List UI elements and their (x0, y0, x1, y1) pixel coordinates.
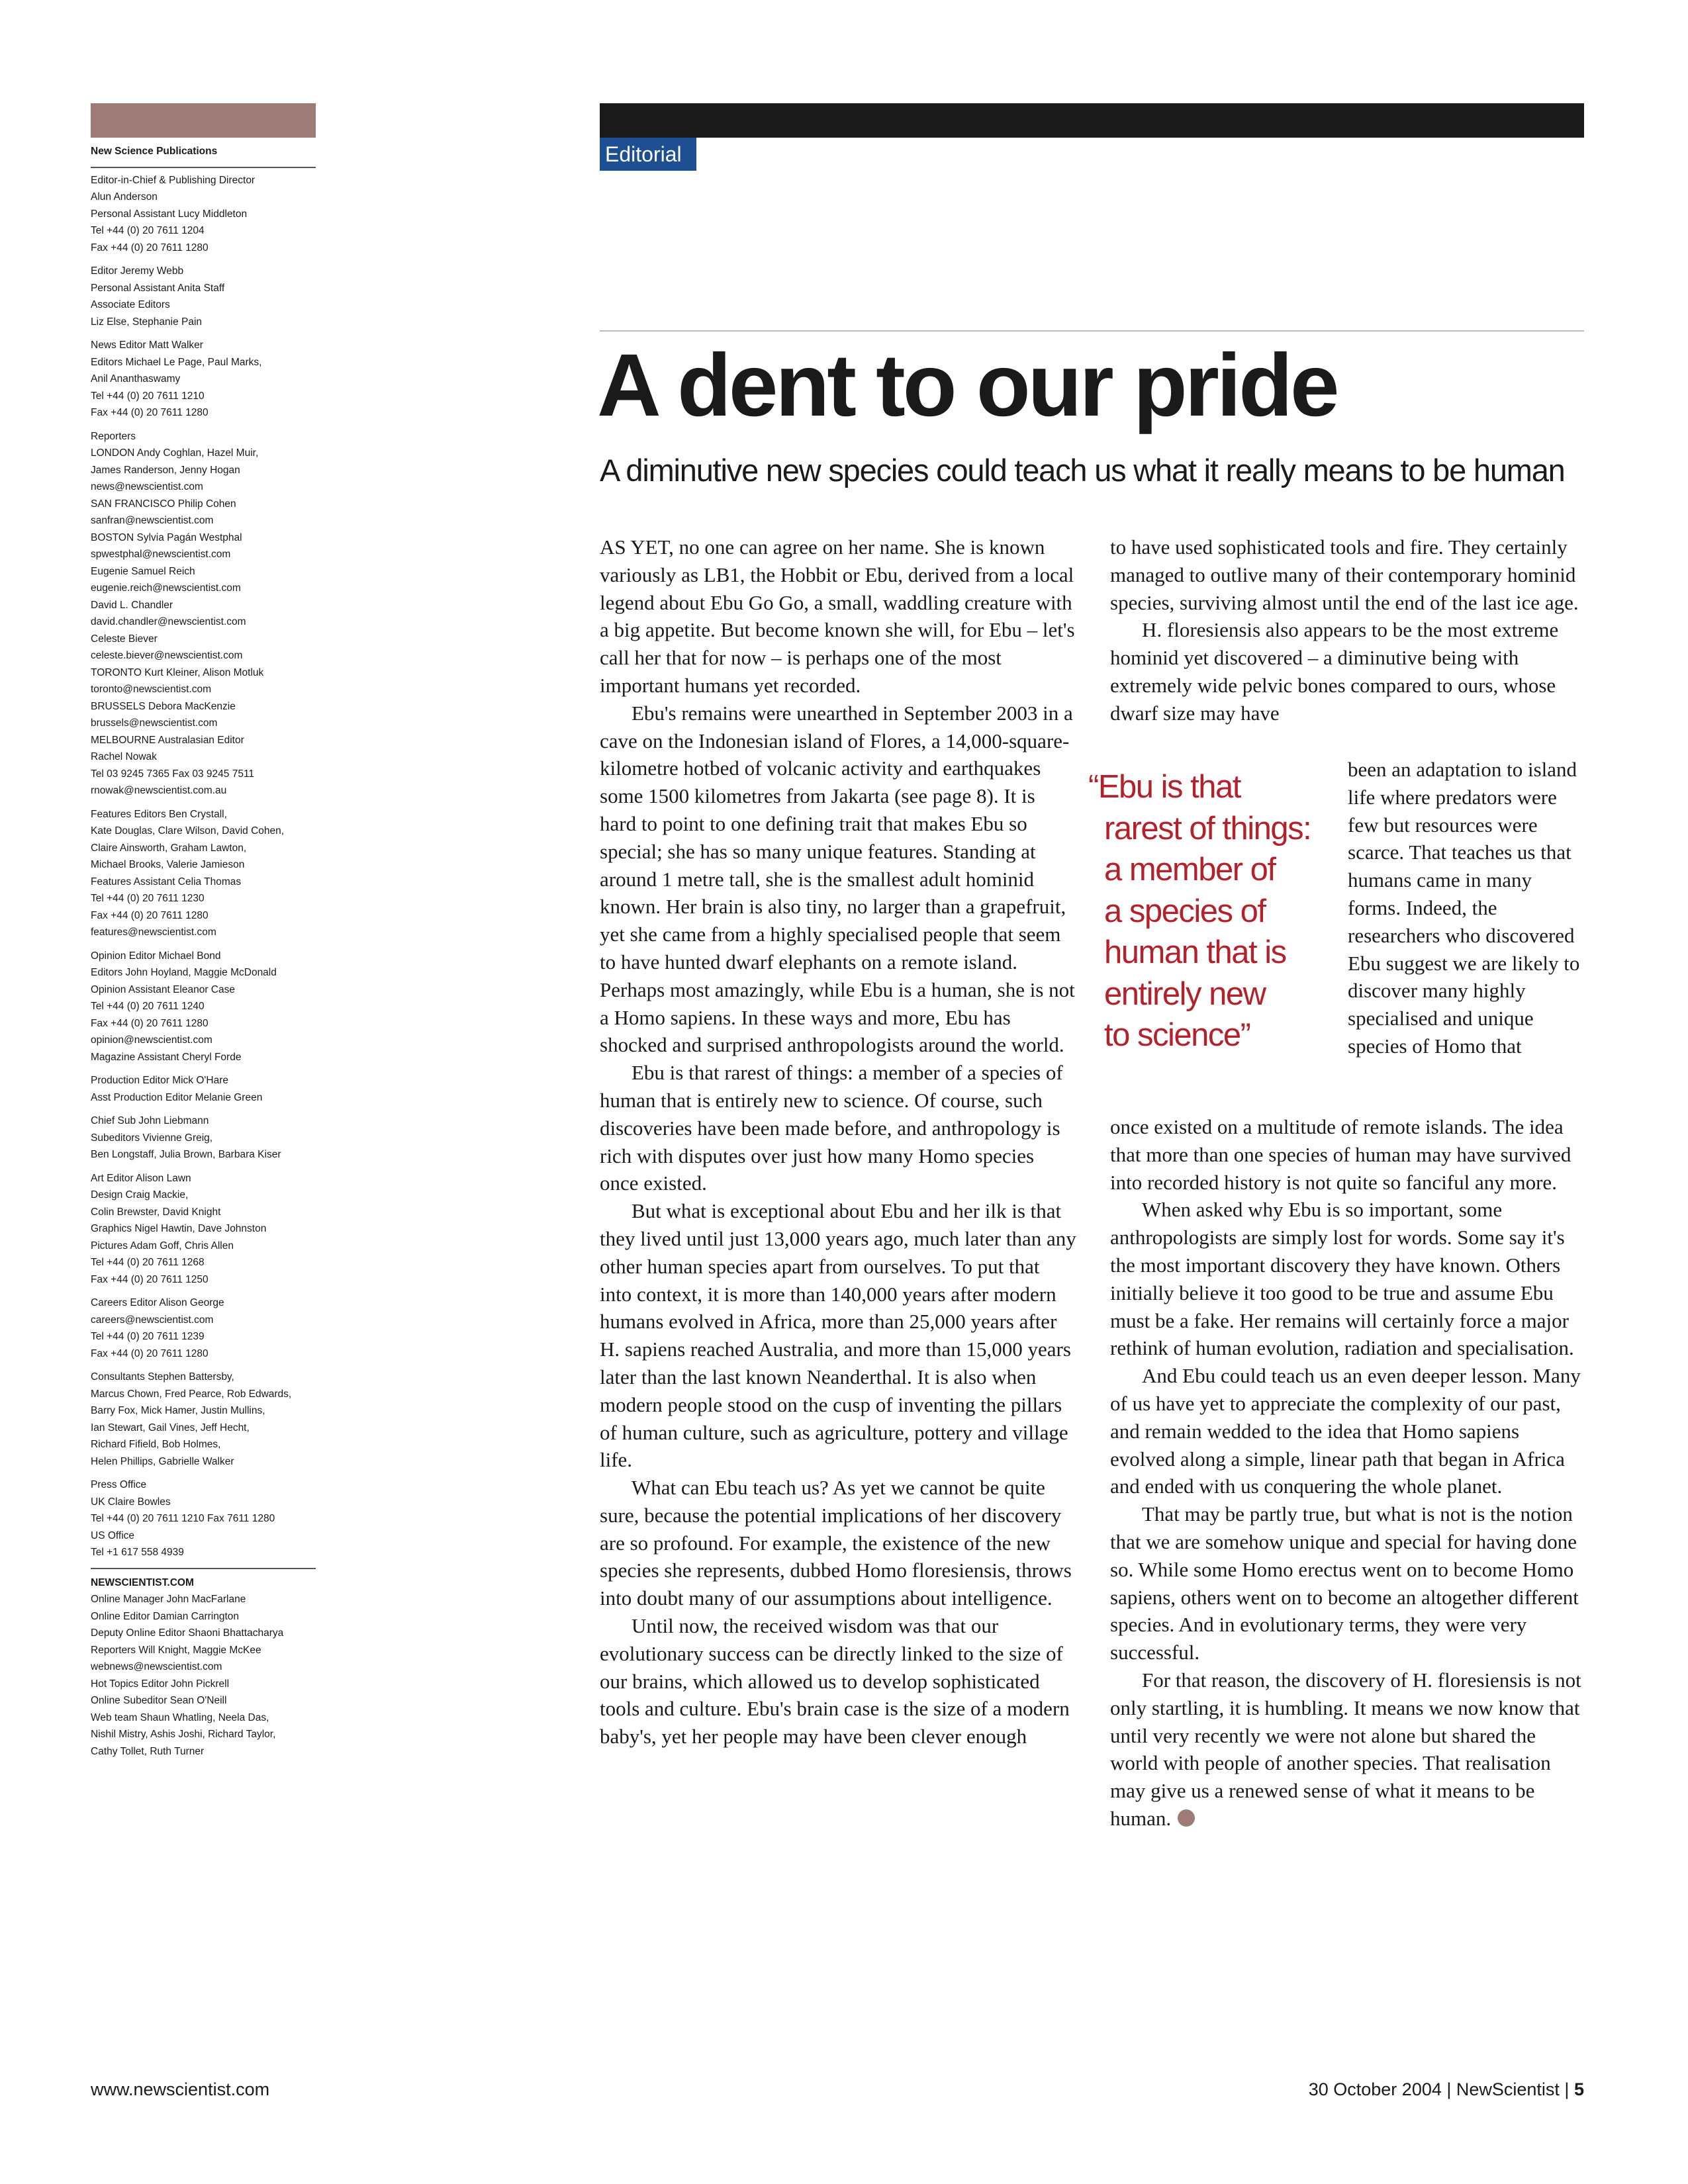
masthead-block (91, 806, 316, 941)
masthead-line: Asst Production Editor Melanie Green (91, 1091, 263, 1103)
masthead-line: Michael Brooks, Valerie Jamieson (91, 859, 245, 870)
masthead-line: Barry Fox, Mick Hamer, Justin Mullins, (91, 1405, 265, 1416)
online-staff-line: Reporters Will Knight, Maggie McKee (91, 1644, 261, 1656)
masthead-line: Tel +44 (0) 20 7611 1204 (91, 225, 205, 236)
masthead-line: Alun Anderson (91, 191, 158, 203)
headline-rule (600, 330, 1584, 332)
masthead-line: eugenie.reich@newscientist.com (91, 582, 241, 594)
online-staff-line: Online Subeditor Sean O'Neill (91, 1695, 227, 1706)
masthead-line: david.chandler@newscientist.com (91, 616, 246, 627)
pull-quote (1088, 766, 1327, 1056)
masthead-block (91, 1369, 316, 1470)
online-staff-line: Online Manager John MacFarlane (91, 1594, 246, 1605)
article-column-2-wrap (1348, 756, 1586, 1060)
masthead-line: Fax +44 (0) 20 7611 1280 (91, 909, 209, 921)
masthead-line: Ian Stewart, Gail Vines, Jeff Hecht, (91, 1422, 250, 1433)
masthead-block (91, 1113, 316, 1163)
masthead-line: Tel +1 617 558 4939 (91, 1547, 184, 1558)
standfirst: A diminutive new species could teach us what it really means to be human (600, 453, 1565, 488)
masthead-line: Kate Douglas, Clare Wilson, David Cohen, (91, 825, 285, 837)
masthead-line: Graphics Nigel Hawtin, Dave Johnston (91, 1223, 267, 1234)
masthead-line: careers@newscientist.com (91, 1314, 214, 1326)
pull-quote-line: human that is (1104, 934, 1286, 970)
section-tag: Editorial (600, 138, 696, 171)
masthead-line: Opinion Assistant Eleanor Case (91, 983, 235, 995)
online-staff-line: Nishil Mistry, Ashis Joshi, Richard Taylor, (91, 1729, 276, 1740)
masthead-line: Opinion Editor Michael Bond (91, 950, 221, 962)
masthead-line: Tel +44 (0) 20 7611 1230 (91, 893, 205, 904)
pull-quote-line: entirely new (1104, 976, 1266, 1012)
article-column-2-top (1110, 533, 1584, 727)
masthead-line: Reporters (91, 430, 136, 442)
masthead-line: news@newscientist.com (91, 481, 203, 492)
masthead-line: Tel +44 (0) 20 7611 1240 (91, 1001, 205, 1012)
masthead-line: Features Assistant Celia Thomas (91, 876, 242, 887)
masthead-line: Tel +44 (0) 20 7611 1210 Fax 7611 1280 (91, 1513, 275, 1524)
headline: A dent to our pride (597, 336, 1337, 435)
masthead-line: News Editor Matt Walker (91, 340, 203, 351)
masthead-line: toronto@newscientist.com (91, 684, 212, 695)
masthead-line: rnowak@newscientist.com.au (91, 785, 227, 796)
masthead-line: Richard Fifield, Bob Holmes, (91, 1439, 221, 1450)
paragraph: once existed on a multitude of remote islands. The idea that more than one species of human may have survived into recorded history is not quite so fanciful any more. (1110, 1115, 1571, 1194)
wrap-paragraph: been an adaptation to island life where predators were few but resources were scarce. That teaches us that humans came in many forms. Indeed, the researchers who discovered Ebu suggest we are likely to discover many highly specialised and unique species of Homo that (1348, 758, 1580, 1058)
masthead-line: US Office (91, 1529, 135, 1541)
paragraph: But what is exceptional about Ebu and her ilk is that they lived until just 13,000 years ago, much later than any other human species apart from ourselves. To put that into context, it is more than 140,000 years after modern humans evolved in Africa, more than 25,000 years after H. sapiens reached Australia, and more than 15,000 years later than the last known Neanderthal. It is also when modern people stood on the cusp of inventing the pillars of human culture, such as agriculture, pottery and village life. (600, 1199, 1076, 1472)
footer-folio (1309, 2079, 1584, 2100)
masthead-line: MELBOURNE Australasian Editor (91, 734, 244, 746)
masthead-line: Consultants Stephen Battersby, (91, 1371, 234, 1383)
online-staff-line: webnews@newscientist.com (91, 1661, 222, 1672)
online-staff-line: Online Editor Damian Carrington (91, 1610, 239, 1622)
masthead-block (91, 948, 316, 1066)
article-column-1 (600, 533, 1076, 1751)
masthead-line: Magazine Assistant Cheryl Forde (91, 1051, 242, 1063)
paragraph: AS YET, no one can agree on her name. She is known variously as LB1, the Hobbit or Ebu, derived from a local legend about Ebu Go Go, a small, waddling creature with a big appetite. But become known she will, for Ebu – let's call her that for now – is perhaps one of the most important humans yet recorded. (600, 535, 1075, 697)
publisher-name: New Science Publications (91, 143, 316, 168)
pull-quote-line: rarest of things: (1104, 810, 1311, 846)
footer-url: www.newscientist.com (91, 2079, 270, 2099)
footer-date: 30 October 2004 | NewScientist | (1308, 2079, 1570, 2099)
masthead-line: brussels@newscientist.com (91, 717, 218, 729)
paragraph: And Ebu could teach us an even deeper lesson. Many of us have yet to appreciate the complexity of our past, and remain wedded to the idea that Homo sapiens evolved along a simple, linear path that began in Africa and ended with us conquering the whole planet. (1110, 1364, 1581, 1498)
masthead-line: BRUSSELS Debora MacKenzie (91, 700, 236, 712)
masthead-line: Chief Sub John Liebmann (91, 1115, 209, 1126)
paragraph: When asked why Ebu is so important, some anthropologists are simply lost for words. Some say it's the most important discovery they have known. Others initially believe it too good to be true and assume Ebu must be a fake. Her remains will certainly force a major rethink of human evolution, radiation and specialisation. (1110, 1198, 1574, 1360)
masthead-line: UK Claire Bowles (91, 1496, 171, 1508)
masthead-line: Fax +44 (0) 20 7611 1280 (91, 407, 209, 418)
masthead-line: Personal Assistant Anita Staff (91, 282, 225, 294)
masthead-line: Helen Phillips, Gabrielle Walker (91, 1455, 234, 1467)
masthead-line: Claire Ainsworth, Graham Lawton, (91, 842, 247, 854)
article-column-2-bottom (1110, 1113, 1584, 1833)
masthead-line: spwestphal@newscientist.com (91, 549, 231, 560)
masthead-line: Pictures Adam Goff, Chris Allen (91, 1240, 234, 1251)
masthead-block (91, 172, 316, 257)
masthead-line: Associate Editors (91, 299, 170, 310)
masthead-line: LONDON Andy Coghlan, Hazel Muir, (91, 447, 259, 459)
masthead-block (91, 337, 316, 422)
masthead-line: Tel +44 (0) 20 7611 1268 (91, 1257, 205, 1268)
masthead-line: opinion@newscientist.com (91, 1034, 212, 1046)
masthead-line: Design Craig Mackie, (91, 1189, 189, 1201)
paragraph: H. floresiensis also appears to be the most extreme hominid yet discovered – a diminutive being with extremely wide pelvic bones compared to ours, whose dwarf size may have (1110, 618, 1559, 725)
masthead-line: TORONTO Kurt Kleiner, Alison Motluk (91, 666, 264, 678)
masthead-line: Subeditors Vivienne Greig, (91, 1132, 213, 1144)
masthead-line: Editors John Hoyland, Maggie McDonald (91, 967, 277, 978)
online-heading: NEWSCIENTIST.COM (91, 1568, 316, 1592)
masthead-line: Eugenie Samuel Reich (91, 565, 195, 577)
paragraph: For that reason, the discovery of H. floresiensis is not only startling, it is humbling. It means we now know that until very recently we were not alone but shared the world with people of another species. That realisation may give us a renewed sense of what it means to be human. (1110, 1668, 1581, 1830)
masthead-line: Fax +44 (0) 20 7611 1280 (91, 1347, 209, 1359)
masthead-line: Colin Brewster, David Knight (91, 1206, 221, 1218)
online-staff-line: Hot Topics Editor John Pickrell (91, 1678, 230, 1690)
masthead-line: Fax +44 (0) 20 7611 1280 (91, 242, 209, 253)
masthead-line: Production Editor Mick O'Hare (91, 1075, 228, 1086)
masthead-block (91, 1072, 316, 1106)
masthead-line: celeste.biever@newscientist.com (91, 650, 243, 661)
paragraph: Ebu is that rarest of things: a member of a species of human that is entirely new to science. Of course, such discoveries have been made before, and anthropology is rich with disputes over just how many Homo species once existed. (600, 1061, 1063, 1195)
masthead-line: Fax +44 (0) 20 7611 1250 (91, 1273, 209, 1285)
masthead-line: Editor Jeremy Webb (91, 265, 184, 277)
masthead-line: David L. Chandler (91, 599, 173, 611)
masthead-line: Tel +44 (0) 20 7611 1210 (91, 390, 205, 402)
online-staff-list (91, 1591, 316, 1760)
masthead-line: Editor-in-Chief & Publishing Director (91, 174, 256, 186)
pull-quote-line: a species of (1104, 893, 1266, 929)
masthead-line: Press Office (91, 1479, 147, 1490)
pull-quote-line: “Ebu is that (1088, 769, 1241, 805)
masthead-line: Ben Longstaff, Julia Brown, Barbara Kiser (91, 1149, 281, 1160)
masthead-line: Marcus Chown, Fred Pearce, Rob Edwards, (91, 1388, 292, 1400)
masthead-block (91, 1295, 316, 1362)
masthead-sidebar (91, 103, 316, 1760)
online-staff-line: Cathy Tollet, Ruth Turner (91, 1745, 205, 1757)
pull-quote-line: a member of (1104, 852, 1276, 887)
paragraph: Ebu's remains were unearthed in September 2003 in a cave on the Indonesian island of Flores, a 14,000-square-kilometre hotbed of volcanic activity and earthquakes some 1500 kilometres from Jakarta (see page 8). It is hard to point to one defining trait that makes Ebu so special; she has so many unique features. Standing at around 1 metre tall, she is the smallest adult hominid known. Her brain is also tiny, no larger than a grapefruit, yet she came from a highly specialised people that seem to have hunted dwarf elephants on a remote island. Perhaps most amazingly, while Ebu is a human, she is not a Homo sapiens. In these ways and more, Ebu has shocked and surprised anthropologists around the world. (600, 701, 1075, 1057)
page-number: 5 (1573, 2079, 1584, 2099)
masthead-block (91, 428, 316, 799)
masthead-line: Careers Editor Alison George (91, 1297, 224, 1308)
header-bar (600, 103, 1584, 138)
masthead-color-bar (91, 103, 316, 138)
masthead-staff-list (91, 172, 316, 1561)
paragraph: That may be partly true, but what is not is the notion that we are somehow unique and special for having done so. While some Homo erectus went on to become Homo sapiens, others went on to become an altogether different species. And in evolutionary terms, they were very successful. (1110, 1502, 1579, 1664)
masthead-line: SAN FRANCISCO Philip Cohen (91, 498, 236, 510)
masthead-line: sanfran@newscientist.com (91, 515, 214, 526)
masthead-line: Art Editor Alison Lawn (91, 1172, 191, 1184)
masthead-line: Personal Assistant Lucy Middleton (91, 208, 248, 220)
masthead-line: Tel 03 9245 7365 Fax 03 9245 7511 (91, 768, 255, 780)
masthead-line: Fax +44 (0) 20 7611 1280 (91, 1017, 209, 1029)
masthead-line: Liz Else, Stephanie Pain (91, 316, 203, 328)
paragraph: Until now, the received wisdom was that our evolutionary success can be directly linked to the size of our brains, which allowed us to develop sophisticated tools and culture. Ebu's brain case is the size of a modern baby's, yet her people may have been clever enough (600, 1614, 1070, 1749)
masthead-line: Tel +44 (0) 20 7611 1239 (91, 1331, 205, 1342)
pull-quote-line: to science” (1104, 1017, 1250, 1053)
masthead-block (91, 263, 316, 330)
end-mark-icon (1178, 1809, 1195, 1827)
masthead-line: Features Editors Ben Crystall, (91, 808, 227, 820)
paragraph: What can Ebu teach us? As yet we cannot be quite sure, because the potential implications of her discovery are so profound. For example, the existence of the new species she represents, dubbed Homo floresiensis, throws into doubt many of our assumptions about intelligence. (600, 1476, 1072, 1610)
masthead-line: BOSTON Sylvia Pagán Westphal (91, 531, 242, 543)
online-staff-line: Web team Shaun Whatling, Neela Das, (91, 1711, 269, 1723)
paragraph: to have used sophisticated tools and fire. They certainly managed to outlive many of their contemporary hominid species, surviving almost until the end of the last ice age. (1110, 535, 1579, 614)
masthead-block (91, 1170, 316, 1289)
online-staff-line: Deputy Online Editor Shaoni Bhattacharya (91, 1627, 284, 1639)
masthead-line: Rachel Nowak (91, 751, 157, 762)
masthead-line: James Randerson, Jenny Hogan (91, 464, 240, 476)
masthead-line: Anil Ananthaswamy (91, 373, 181, 385)
masthead-line: features@newscientist.com (91, 927, 216, 938)
masthead-line: Editors Michael Le Page, Paul Marks, (91, 356, 262, 368)
masthead-block (91, 1477, 316, 1561)
masthead-line: Celeste Biever (91, 633, 158, 645)
